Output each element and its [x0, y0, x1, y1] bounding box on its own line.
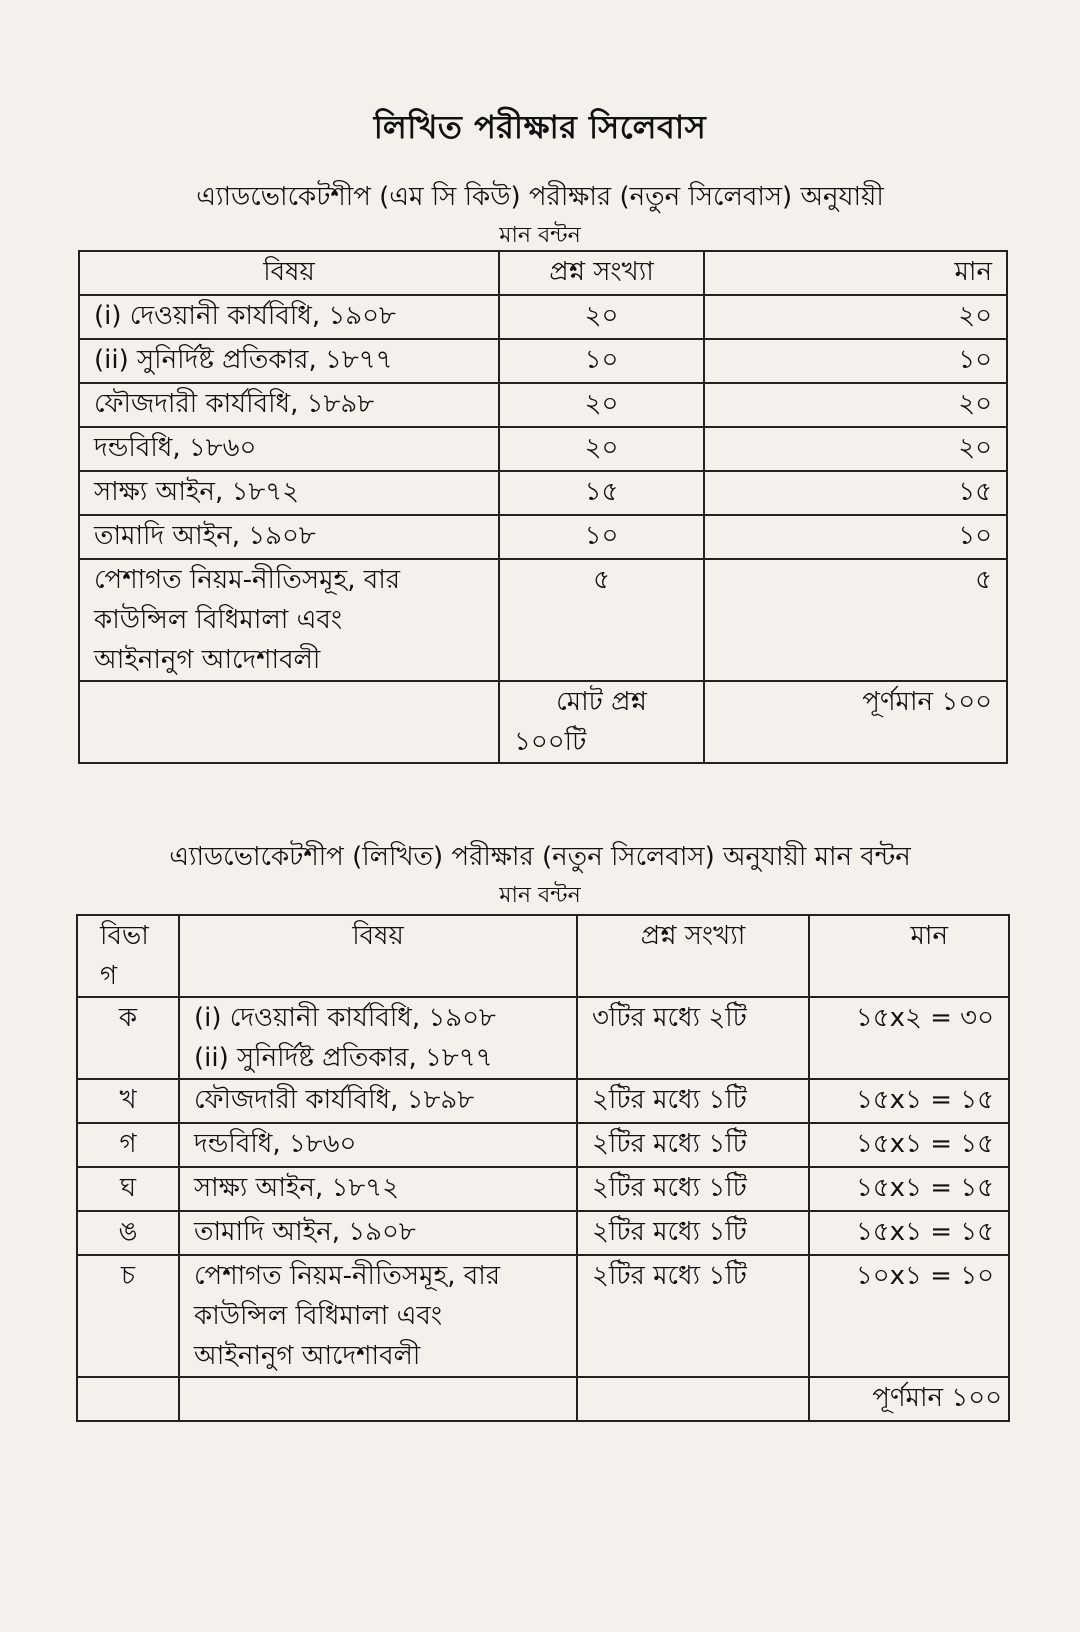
questions-cell: ২টির মধ্যে ১টি [577, 1167, 809, 1211]
page-title: লিখিত পরীক্ষার সিলেবাস [373, 108, 707, 146]
header-questions: প্রশ্ন সংখ্যা [577, 915, 809, 997]
total-questions-line: মোট প্রশ্ন [556, 687, 647, 717]
header-subject: বিষয় [79, 251, 499, 295]
table-row [79, 559, 1007, 681]
subject-cell: দন্ডবিধি, ১৮৬০ [79, 427, 499, 471]
section-cell: ক [77, 997, 179, 1079]
table-row [77, 1123, 1009, 1167]
header-marks: মান [704, 251, 1007, 295]
table-row [77, 1211, 1009, 1255]
questions-cell: ৫ [499, 559, 704, 681]
header-section-line: গ [100, 961, 118, 991]
marks-cell: ১০ [704, 515, 1007, 559]
total-questions-line: ১০০টি [514, 727, 587, 757]
subject-line: পেশাগত নিয়ম-নীতিসমূহ, বার [94, 565, 401, 595]
table-row [77, 1079, 1009, 1123]
header-section [77, 915, 179, 997]
subject-cell: ফৌজদারী কার্যবিধি, ১৮৯৮ [79, 383, 499, 427]
header-section-line: বিভা [100, 921, 149, 951]
marks-cell: ১৫x১ = ১৫ [809, 1167, 1009, 1211]
marks-cell: ১৫x১ = ১৫ [809, 1123, 1009, 1167]
questions-cell: ২টির মধ্যে ১টি [577, 1255, 809, 1377]
total-row [79, 681, 1007, 763]
questions-cell: ১০ [499, 515, 704, 559]
header-marks: মান [809, 915, 1009, 997]
mcq-subheading: মান বন্টন [499, 223, 581, 248]
table-row [77, 1167, 1009, 1211]
subject-cell [179, 997, 577, 1079]
mcq-marks-table [78, 250, 1008, 764]
marks-cell: ১৫x১ = ১৫ [809, 1079, 1009, 1123]
total-row [77, 1377, 1009, 1421]
subject-line: কাউন্সিল বিধিমালা এবং [94, 605, 343, 635]
marks-cell: ১৫x১ = ১৫ [809, 1211, 1009, 1255]
table-row [79, 471, 1007, 515]
questions-cell: ২টির মধ্যে ১টি [577, 1079, 809, 1123]
table-header-row [77, 915, 1009, 997]
section-cell: গ [77, 1123, 179, 1167]
table-row [79, 339, 1007, 383]
total-questions-cell [499, 681, 704, 763]
section-cell: ঙ [77, 1211, 179, 1255]
subject-line: কাউন্সিল বিধিমালা এবং [194, 1301, 443, 1331]
subject-cell: (i) দেওয়ানী কার্যবিধি, ১৯০৮ [79, 295, 499, 339]
subject-cell: তামাদি আইন, ১৯০৮ [79, 515, 499, 559]
marks-cell: ১৫x২ = ৩০ [809, 997, 1009, 1079]
table-row [79, 295, 1007, 339]
section-cell: চ [77, 1255, 179, 1377]
table-row [77, 1255, 1009, 1377]
subject-line: (ii) সুনির্দিষ্ট প্রতিকার, ১৮৭৭ [194, 1043, 493, 1073]
questions-cell: ১৫ [499, 471, 704, 515]
header-subject: বিষয় [179, 915, 577, 997]
questions-cell: ৩টির মধ্যে ২টি [577, 997, 809, 1079]
marks-cell: ২০ [704, 295, 1007, 339]
total-blank-cell [577, 1377, 809, 1421]
marks-cell: ৫ [704, 559, 1007, 681]
table-row [79, 383, 1007, 427]
total-marks-cell: পূর্ণমান ১০০ [809, 1377, 1009, 1421]
table-row [79, 515, 1007, 559]
written-subheading: মান বন্টন [499, 883, 581, 908]
subject-line: আইনানুগ আদেশাবলী [94, 645, 321, 675]
subject-cell [179, 1255, 577, 1377]
marks-cell: ১০ [704, 339, 1007, 383]
subject-line: আইনানুগ আদেশাবলী [194, 1341, 421, 1371]
questions-cell: ২টির মধ্যে ১টি [577, 1211, 809, 1255]
written-heading: এ্যাডভোকেটশীপ (লিখিত) পরীক্ষার (নতুন সিলেবাস) অনুযায়ী মান বন্টন [169, 842, 911, 872]
total-blank-cell [79, 681, 499, 763]
marks-cell: ২০ [704, 427, 1007, 471]
marks-cell: ২০ [704, 383, 1007, 427]
marks-cell: ১০x১ = ১০ [809, 1255, 1009, 1377]
questions-cell: ২টির মধ্যে ১টি [577, 1123, 809, 1167]
section-cell: ঘ [77, 1167, 179, 1211]
table-header-row [79, 251, 1007, 295]
subject-cell: সাক্ষ্য আইন, ১৮৭২ [179, 1167, 577, 1211]
subject-cell: দন্ডবিধি, ১৮৬০ [179, 1123, 577, 1167]
total-blank-cell [77, 1377, 179, 1421]
table-row [77, 997, 1009, 1079]
subject-line: পেশাগত নিয়ম-নীতিসমূহ, বার [194, 1261, 501, 1291]
subject-cell: সাক্ষ্য আইন, ১৮৭২ [79, 471, 499, 515]
subject-cell: (ii) সুনির্দিষ্ট প্রতিকার, ১৮৭৭ [79, 339, 499, 383]
subject-cell: তামাদি আইন, ১৯০৮ [179, 1211, 577, 1255]
header-questions: প্রশ্ন সংখ্যা [499, 251, 704, 295]
subject-cell: ফৌজদারী কার্যবিধি, ১৮৯৮ [179, 1079, 577, 1123]
questions-cell: ২০ [499, 295, 704, 339]
total-blank-cell [179, 1377, 577, 1421]
marks-cell: ১৫ [704, 471, 1007, 515]
mcq-heading: এ্যাডভোকেটশীপ (এম সি কিউ) পরীক্ষার (নতুন সিলেবাস) অনুযায়ী [196, 182, 884, 212]
total-marks-cell: পূর্ণমান ১০০ [704, 681, 1007, 763]
questions-cell: ২০ [499, 427, 704, 471]
questions-cell: ১০ [499, 339, 704, 383]
subject-line: (i) দেওয়ানী কার্যবিধি, ১৯০৮ [194, 1003, 496, 1033]
questions-cell: ২০ [499, 383, 704, 427]
section-cell: খ [77, 1079, 179, 1123]
subject-cell [79, 559, 499, 681]
table-row [79, 427, 1007, 471]
written-marks-table [76, 914, 1010, 1422]
